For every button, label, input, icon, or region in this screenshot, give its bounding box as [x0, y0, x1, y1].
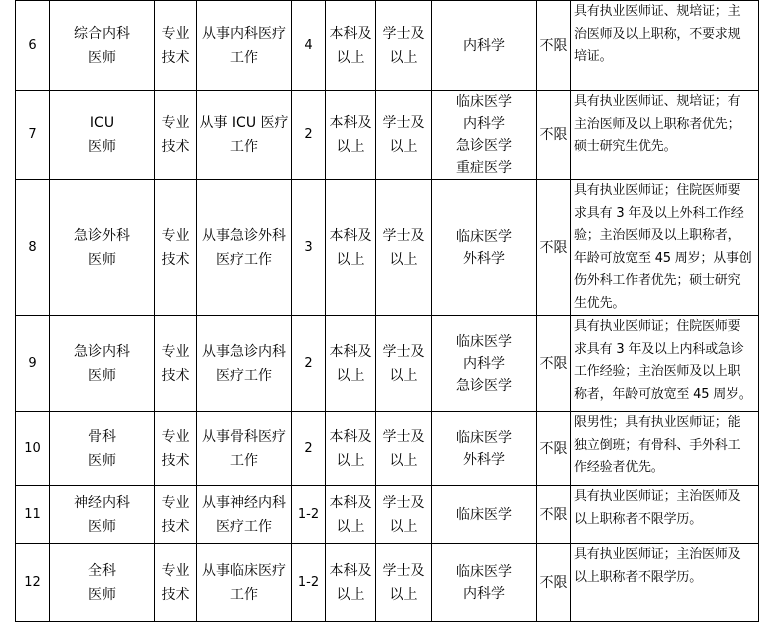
- position-category-line: 技术: [161, 367, 190, 384]
- other-requirements-line: 具有执业医师证；住院医师要: [574, 183, 741, 198]
- degree-requirement-line: 学士及: [382, 115, 425, 131]
- major-requirement-cell: [432, 91, 537, 180]
- row-number-cell: [16, 486, 50, 544]
- position-name-line: 医师: [88, 367, 116, 384]
- education-requirement-line: 本科及: [329, 428, 372, 445]
- major-requirement-line: 临床医学: [456, 429, 512, 446]
- major-requirement-line: 急诊医学: [456, 138, 512, 154]
- major-requirement-cell: [432, 316, 537, 412]
- major-requirement-cell: [432, 544, 537, 622]
- hiring-count-cell: [292, 180, 326, 316]
- row-number: 7: [28, 127, 37, 142]
- position-category-line: 技术: [161, 518, 190, 535]
- major-requirement-line: 急诊医学: [456, 377, 512, 394]
- other-requirements-line: 主治医师及以上职称者优先；: [574, 116, 741, 132]
- position-duty-line: 从事骨科医疗: [202, 428, 286, 445]
- position-category-line: 技术: [161, 139, 190, 155]
- table-row: [16, 316, 759, 412]
- degree-requirement-line: 以上: [389, 452, 418, 469]
- education-requirement-line: 本科及: [329, 115, 372, 131]
- degree-requirement-line: 学士及: [382, 343, 425, 360]
- degree-requirement-line: 学士及: [382, 227, 425, 244]
- age-requirement: 不限: [539, 355, 568, 372]
- table-row: [16, 486, 759, 544]
- education-requirement-line: 本科及: [329, 343, 372, 360]
- position-name-line: 医师: [88, 49, 116, 66]
- table-body: [16, 1, 759, 622]
- position-duty-line: 工作: [230, 49, 258, 66]
- other-requirements-line: 年龄可放宽至 45 周岁；从事创: [574, 250, 752, 266]
- other-requirements-line: 验；主治医师及以上职称者，: [574, 228, 741, 243]
- education-requirement-line: 以上: [336, 251, 365, 268]
- position-name-line: 急诊外科: [74, 227, 130, 244]
- position-name-line: ICU: [89, 115, 115, 131]
- position-duty-line: 从事急诊外科: [202, 227, 286, 244]
- other-requirements-line: 工作经验；主治医师及以上职: [574, 364, 741, 379]
- position-duty-line: 从事神经内科: [202, 494, 286, 511]
- degree-requirement-line: 以上: [389, 518, 418, 535]
- row-number: 8: [28, 239, 37, 255]
- table-row: [16, 544, 759, 622]
- position-duty-line: 工作: [230, 586, 258, 603]
- degree-requirement-cell: [376, 180, 432, 316]
- row-number-cell: [16, 316, 50, 412]
- position-category-line: 专业: [161, 428, 190, 445]
- other-requirements-line: 具有执业医师证；主治医师及: [574, 547, 741, 562]
- education-requirement-cell: [326, 412, 376, 486]
- position-category-line: 技术: [161, 251, 190, 268]
- education-requirement-line: 以上: [336, 49, 365, 66]
- age-requirement: 不限: [539, 574, 568, 591]
- other-requirements-cell: [571, 1, 759, 91]
- major-requirement-line: 内科学: [463, 355, 505, 372]
- age-requirement-cell: [537, 412, 571, 486]
- other-requirements-line: 具有执业医师证；住院医师要: [574, 319, 741, 334]
- position-name-cell: [50, 486, 155, 544]
- table-row: [16, 91, 759, 180]
- position-category-line: 技术: [161, 49, 190, 66]
- other-requirements-line: 以上职称者不限学历。: [574, 569, 703, 585]
- position-duty-cell: [197, 486, 292, 544]
- degree-requirement-cell: [376, 486, 432, 544]
- other-requirements-line: 具有执业医师证；主治医师及: [574, 489, 741, 504]
- position-category-line: 专业: [161, 115, 190, 131]
- position-name-line: 医师: [88, 518, 116, 535]
- row-number: 9: [28, 355, 37, 371]
- degree-requirement-line: 以上: [389, 367, 418, 384]
- other-requirements-line: 限男性；具有执业医师证；能: [574, 415, 741, 430]
- major-requirement-line: 临床医学: [456, 94, 512, 110]
- row-number: 11: [24, 506, 41, 522]
- degree-requirement-cell: [376, 412, 432, 486]
- other-requirements-line: 作经验者优先。: [574, 460, 664, 475]
- age-requirement-cell: [537, 316, 571, 412]
- table-row: [16, 1, 759, 91]
- position-duty-line: 从事临床医疗: [202, 562, 286, 579]
- row-number-cell: [16, 412, 50, 486]
- major-requirement-cell: [432, 486, 537, 544]
- row-number-cell: [16, 91, 50, 180]
- degree-requirement-cell: [376, 91, 432, 180]
- age-requirement: 不限: [539, 440, 568, 457]
- position-duty-cell: [197, 316, 292, 412]
- hiring-count-cell: [292, 316, 326, 412]
- education-requirement-line: 本科及: [329, 25, 372, 42]
- row-number-cell: [16, 544, 50, 622]
- other-requirements-line: 培证。: [574, 49, 613, 64]
- degree-requirement-line: 学士及: [382, 25, 425, 42]
- other-requirements-line: 求具有 3 年及以上外科工作经: [574, 205, 744, 221]
- hiring-count: 2: [304, 440, 313, 456]
- degree-requirement-line: 学士及: [382, 562, 425, 579]
- other-requirements-cell: [571, 412, 759, 486]
- hiring-count: 4: [304, 37, 313, 53]
- education-requirement-line: 以上: [336, 586, 365, 603]
- row-number: 6: [28, 37, 37, 53]
- education-requirement-line: 本科及: [329, 562, 372, 579]
- position-duty-line: 医疗工作: [216, 518, 272, 535]
- other-requirements-line: 具有执业医师证、规培证；有: [574, 94, 741, 109]
- position-duty-cell: [197, 180, 292, 316]
- position-category-cell: [155, 1, 197, 91]
- hiring-count-cell: [292, 486, 326, 544]
- major-requirement-line: 内科学: [463, 116, 505, 132]
- major-requirement-line: 临床医学: [456, 333, 512, 350]
- position-category-cell: [155, 412, 197, 486]
- degree-requirement-line: 以上: [389, 139, 418, 155]
- age-requirement-cell: [537, 180, 571, 316]
- position-duty-cell: [197, 91, 292, 180]
- age-requirement-cell: [537, 91, 571, 180]
- hiring-count-cell: [292, 1, 326, 91]
- degree-requirement-line: 以上: [389, 251, 418, 268]
- degree-requirement-cell: [376, 544, 432, 622]
- major-requirement-line: 临床医学: [456, 228, 512, 245]
- education-requirement-line: 以上: [336, 518, 365, 535]
- position-category-cell: [155, 316, 197, 412]
- major-requirement-line: 外科学: [463, 250, 505, 267]
- row-number-cell: [16, 1, 50, 91]
- position-duty-line: 从事 ICU 医疗: [199, 115, 289, 131]
- education-requirement-cell: [326, 544, 376, 622]
- degree-requirement-line: 学士及: [382, 494, 425, 511]
- position-category-cell: [155, 486, 197, 544]
- hiring-count-cell: [292, 412, 326, 486]
- hiring-count: 1-2: [297, 506, 320, 522]
- position-duty-cell: [197, 544, 292, 622]
- position-name-cell: [50, 1, 155, 91]
- position-duty-line: 医疗工作: [216, 367, 272, 384]
- position-name-cell: [50, 91, 155, 180]
- position-category-line: 专业: [161, 562, 190, 579]
- other-requirements-cell: [571, 544, 759, 622]
- education-requirement-line: 以上: [336, 452, 365, 469]
- other-requirements-line: 以上职称者不限学历。: [574, 511, 703, 527]
- position-category-cell: [155, 91, 197, 180]
- position-duty-cell: [197, 1, 292, 91]
- position-category-line: 专业: [161, 25, 190, 42]
- age-requirement-cell: [537, 1, 571, 91]
- major-requirement-cell: [432, 412, 537, 486]
- other-requirements-line: 硕士研究生优先。: [574, 139, 677, 154]
- row-number: 12: [24, 574, 41, 590]
- other-requirements-cell: [571, 91, 759, 180]
- position-category-line: 专业: [161, 227, 190, 244]
- position-name-line: 全科: [88, 562, 116, 579]
- hiring-count: 1-2: [297, 574, 320, 590]
- age-requirement-cell: [537, 486, 571, 544]
- education-requirement-cell: [326, 486, 376, 544]
- position-name-line: 神经内科: [74, 494, 130, 511]
- major-requirement-line: 临床医学: [456, 506, 512, 523]
- hiring-count: 3: [304, 239, 313, 255]
- position-category-line: 专业: [161, 343, 190, 360]
- position-name-line: 医师: [88, 452, 116, 469]
- education-requirement-line: 本科及: [329, 494, 372, 511]
- age-requirement: 不限: [539, 506, 568, 523]
- major-requirement-line: 外科学: [463, 451, 505, 468]
- hiring-count-cell: [292, 91, 326, 180]
- age-requirement: 不限: [539, 37, 568, 54]
- position-category-line: 技术: [161, 452, 190, 469]
- position-duty-cell: [197, 412, 292, 486]
- position-duty-line: 从事急诊内科: [202, 343, 286, 360]
- position-name-cell: [50, 412, 155, 486]
- hiring-count: 2: [304, 127, 313, 142]
- major-requirement-cell: [432, 180, 537, 316]
- position-name-line: 医师: [88, 251, 116, 268]
- position-category-cell: [155, 544, 197, 622]
- position-name-line: 急诊内科: [74, 343, 130, 360]
- other-requirements-line: 求具有 3 年及以上内科或急诊: [574, 341, 744, 357]
- education-requirement-cell: [326, 91, 376, 180]
- row-number-cell: [16, 180, 50, 316]
- position-name-cell: [50, 316, 155, 412]
- position-name-line: 医师: [88, 139, 116, 155]
- degree-requirement-line: 学士及: [382, 428, 425, 445]
- position-name-line: 医师: [88, 586, 116, 603]
- degree-requirement-cell: [376, 316, 432, 412]
- major-requirement-line: 内科学: [463, 585, 505, 602]
- education-requirement-line: 本科及: [329, 227, 372, 244]
- position-duty-line: 从事内科医疗: [202, 25, 286, 42]
- position-category-line: 专业: [161, 494, 190, 511]
- age-requirement-cell: [537, 544, 571, 622]
- position-duty-line: 工作: [230, 452, 258, 469]
- position-name-cell: [50, 180, 155, 316]
- other-requirements-line: 具有执业医师证、规培证；主: [574, 4, 741, 19]
- education-requirement-cell: [326, 1, 376, 91]
- position-name-line: 骨科: [88, 428, 116, 445]
- degree-requirement-line: 以上: [389, 49, 418, 66]
- education-requirement-line: 以上: [336, 139, 365, 155]
- other-requirements-line: 生优先。: [574, 295, 626, 311]
- other-requirements-line: 称者，年龄可放宽至 45 周岁。: [574, 386, 752, 402]
- other-requirements-line: 治医师及以上职称，不要求规: [574, 26, 741, 42]
- position-category-line: 技术: [161, 586, 190, 603]
- table-row: [16, 180, 759, 316]
- row-number: 10: [24, 440, 41, 456]
- education-requirement-cell: [326, 316, 376, 412]
- major-requirement-line: 内科学: [463, 37, 505, 54]
- recruitment-table: [15, 0, 759, 622]
- position-name-cell: [50, 544, 155, 622]
- major-requirement-line: 临床医学: [456, 563, 512, 580]
- position-duty-line: 工作: [230, 139, 258, 155]
- education-requirement-cell: [326, 180, 376, 316]
- major-requirement-line: 重症医学: [456, 160, 512, 176]
- degree-requirement-cell: [376, 1, 432, 91]
- hiring-count-cell: [292, 544, 326, 622]
- table-row: [16, 412, 759, 486]
- other-requirements-cell: [571, 180, 759, 316]
- position-duty-line: 医疗工作: [216, 251, 272, 268]
- age-requirement: 不限: [539, 127, 568, 143]
- other-requirements-line: 伤外科工作者优先；硕士研究: [574, 273, 741, 288]
- other-requirements-line: 独立倒班；有骨科、手外科工: [574, 437, 741, 453]
- position-category-cell: [155, 180, 197, 316]
- hiring-count: 2: [304, 355, 313, 371]
- other-requirements-cell: [571, 486, 759, 544]
- education-requirement-line: 以上: [336, 367, 365, 384]
- degree-requirement-line: 以上: [389, 586, 418, 603]
- other-requirements-cell: [571, 316, 759, 412]
- age-requirement: 不限: [539, 239, 568, 256]
- major-requirement-cell: [432, 1, 537, 91]
- position-name-line: 综合内科: [74, 25, 130, 42]
